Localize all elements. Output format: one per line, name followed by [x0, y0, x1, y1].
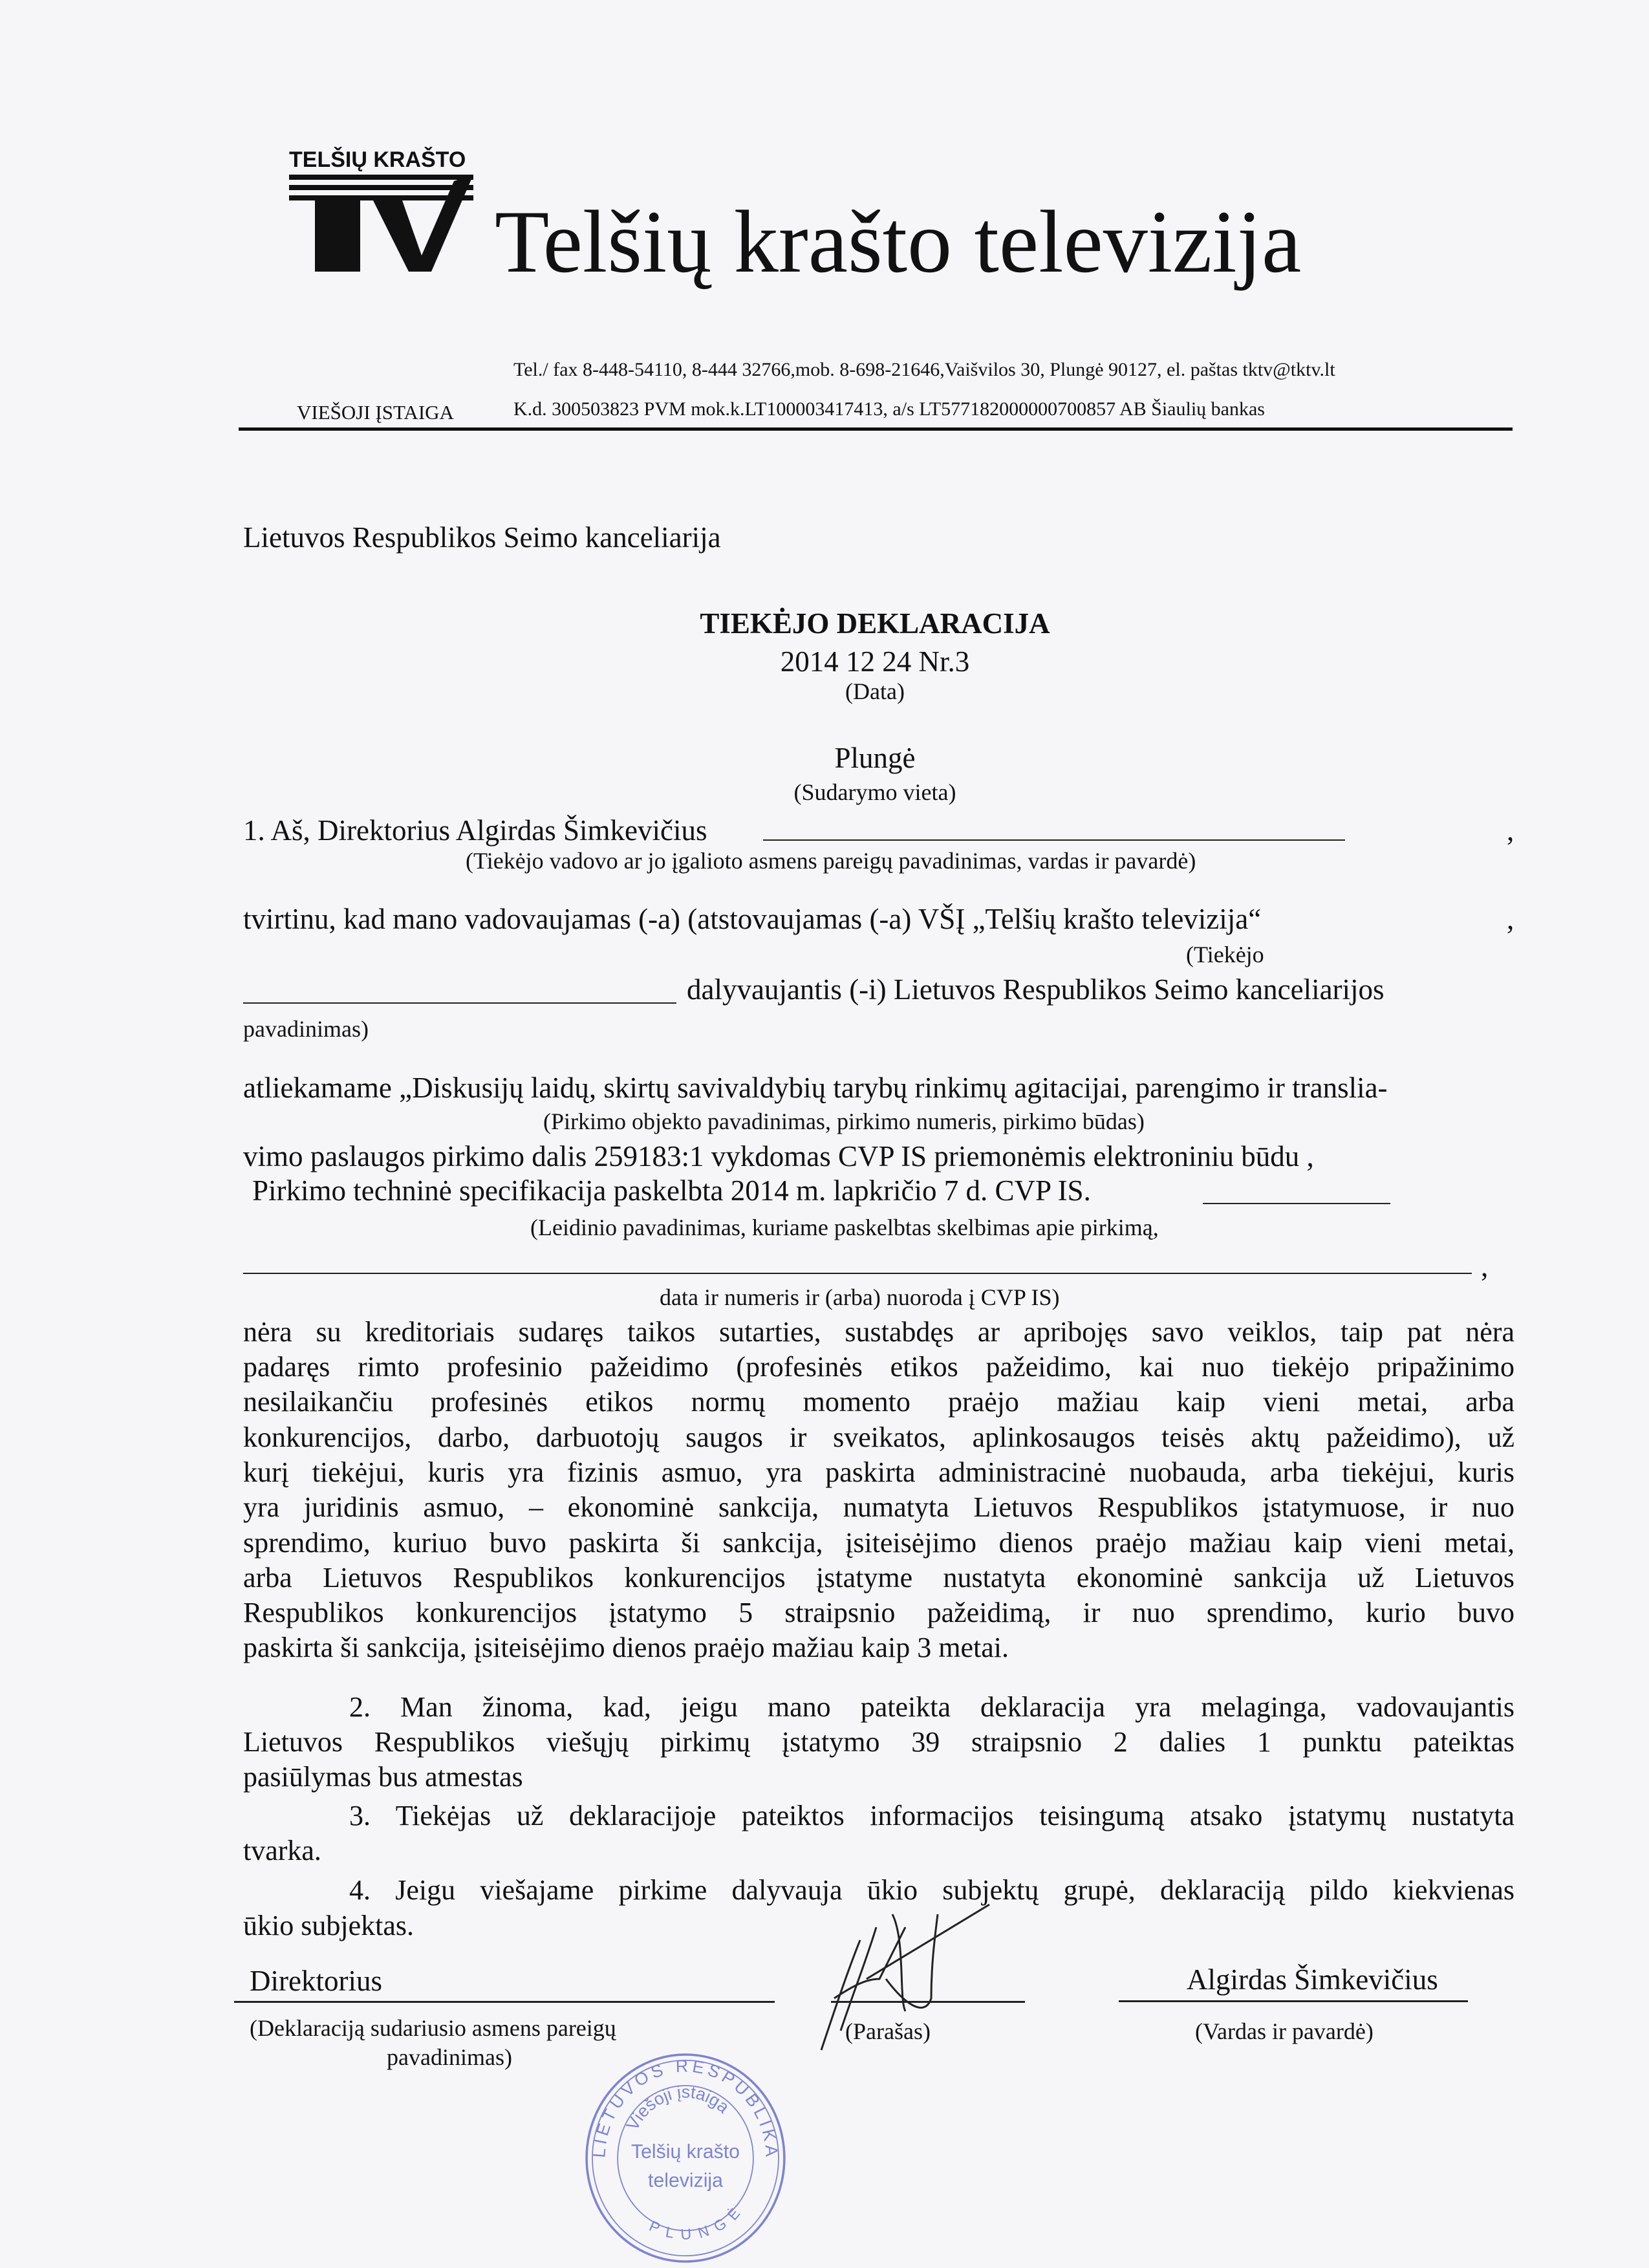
supplier-hint: (Tiekėjo — [1186, 942, 1264, 967]
name-hint: (Vardas ir pavardė) — [1195, 2018, 1374, 2044]
procurement-line: atliekamame „Diskusijų laidų, skirtų savivaldybių tarybų rinkimų agitacijai, parengimo ir translia- — [243, 1072, 1388, 1104]
name-line — [1119, 2000, 1468, 2002]
body-line: 3. Tiekėjas už deklaracijoje pateiktos informacijos teisingumą atsako įstatymų nustatyta — [349, 1800, 1514, 1831]
tv-logo-icon — [289, 175, 477, 272]
doc-date: 2014 12 24 Nr.3 — [780, 645, 970, 678]
signature-hint: (Parašas) — [845, 2018, 931, 2044]
comma: , — [1507, 903, 1514, 935]
body-line: nesilaikančiu profesinės etikos normų momento praėjo mažiau kaip vieni metai, arba — [243, 1386, 1514, 1418]
recipient: Lietuvos Respublikos Seimo kanceliarija — [243, 521, 721, 554]
stamp-center-1: Telšių krašto — [631, 2141, 740, 2163]
body-line: Lietuvos Respublikos viešųjų pirkimų įstatymo 39 straipsnio 2 dalies 1 punktu pateiktas — [243, 1726, 1514, 1758]
doc-title: TIEKĖJO DEKLARACIJA — [700, 607, 1050, 640]
place-hint: (Sudarymo vieta) — [793, 779, 956, 805]
position-line — [234, 2001, 775, 2003]
signer-name: Algirdas Šimkevičius — [1187, 1963, 1438, 1996]
participation-line: dalyvaujantis (-i) Lietuvos Respublikos Seimo kanceliarijos — [687, 973, 1385, 1006]
body-line: sprendimo, kuriuo buvo paskirta ši sankcija, įsiteisėjimo dienos praėjo mažiau kaip vieni metai, — [243, 1527, 1514, 1559]
handwritten-signature — [795, 1901, 1009, 2057]
publication-line: Pirkimo techninė specifikacija paskelbta 2014 m. lapkričio 7 d. CVP IS. — [252, 1174, 1091, 1207]
underline — [1203, 1203, 1390, 1204]
date-hint: (Data) — [845, 678, 905, 704]
body-line: konkurencijos, darbo, darbuotojų saugos ir sveikatos, aplinkosaugos teisės aktų pažeidimo), už — [243, 1421, 1514, 1453]
company-title: Telšių krašto televizija — [495, 192, 1302, 291]
supplier-hint-2: pavadinimas) — [243, 1016, 369, 1042]
signer-position: Direktorius — [250, 1965, 382, 1997]
underline — [243, 1002, 676, 1004]
body-line: 4. Jeigu viešajame pirkime dalyvauja ūkio subjektų grupė, deklaraciją pildo kiekvienas — [349, 1874, 1514, 1906]
contact-line: Tel./ fax 8-448-54110, 8-444 32766,mob. 8-698-21646,Vaišvilos 30, Plungė 90127, el. paštas tktv@tktv.lt — [513, 359, 1335, 380]
declarant-line: 1. Aš, Direktorius Algirdas Šimkevičius — [243, 814, 707, 847]
doc-place: Plungė — [834, 742, 916, 774]
official-stamp — [582, 2051, 789, 2265]
procurement-hint: (Pirkimo objekto pavadinimas, pirkimo numeris, pirkimo būdas) — [543, 1108, 1145, 1134]
body-line: pasiūlymas bus atmestas — [243, 1761, 523, 1793]
stamp-bottom-text: PLUNGĖ — [647, 2198, 749, 2243]
body-line: tvarka. — [243, 1835, 321, 1866]
org-type: VIEŠOJI ĮSTAIGA — [297, 401, 454, 424]
logo-small-text: TELŠIŲ KRAŠTO — [289, 147, 466, 172]
position-hint: (Deklaraciją sudariusio asmens pareigų — [250, 2015, 616, 2041]
procurement-line-2: vimo paslaugos pirkimo dalis 259183:1 vykdomas CVP IS priemonėmis elektroniniu būdu , — [243, 1140, 1314, 1172]
supplier-line: tvirtinu, kad mano vadovaujamas (-a) (atstovaujamas (-a) VŠĮ „Telšių krašto televizija“ — [243, 903, 1262, 935]
body-line: kurį tiekėjui, kuris yra fizinis asmuo, yra paskirta administracinė nuobauda, arba tiekėjui, kuris — [243, 1456, 1514, 1488]
body-line: padaręs rimto profesinio pažeidimo (profesinės etikos pažeidimo, kai nuo tiekėjo pripažinimo — [243, 1351, 1514, 1383]
publication-hint: (Leidinio pavadinimas, kuriame paskelbtas skelbimas apie pirkimą, — [530, 1215, 1159, 1240]
body-line: nėra su kreditoriais sudaręs taikos sutarties, sustabdęs ar apribojęs savo veiklos, taip pat nėra — [243, 1316, 1514, 1348]
stamp-center-2: televizija — [648, 2170, 723, 2192]
svg-text:PLUNGĖ — [647, 2199, 748, 2243]
underline — [243, 1273, 1472, 1274]
body-line: arba Lietuvos Respublikos konkurencijos įstatyme nustatyta ekonominė sankcija už Lietuvos — [243, 1562, 1514, 1593]
comma: , — [1481, 1250, 1489, 1282]
underline — [763, 839, 1345, 841]
body-line: 2. Man žinoma, kad, jeigu mano pateikta deklaracija yra melaginga, vadovaujantis — [349, 1691, 1514, 1723]
body-line: paskirta ši sankcija, įsiteisėjimo dienos praėjo mažiau kaip 3 metai. — [243, 1632, 1009, 1663]
position-hint-2: pavadinimas) — [387, 2044, 512, 2070]
body-line: ūkio subjektas. — [243, 1910, 414, 1941]
body-line: yra juridinis asmuo, – ekonominė sankcija, numatyta Lietuvos Respublikos įstatymuose, ir nuo — [243, 1491, 1514, 1523]
header-rule — [239, 427, 1513, 431]
body-line: Respublikos konkurencijos įstatymo 5 straipsnio pažeidimą, ir nuo sprendimo, kurio buvo — [243, 1597, 1514, 1628]
company-codes: K.d. 300503823 PVM mok.k.LT100003417413, a/s LT577182000000700857 AB Šiaulių bankas — [513, 398, 1265, 420]
stamp-inner-text: Viešoji įstaiga — [622, 2082, 733, 2133]
comma: , — [1507, 814, 1514, 847]
stamp-outer-text: LIETUVOS RESPUBLIKA — [589, 2056, 782, 2161]
declarant-hint: (Tiekėjo vadovo ar jo įgalioto asmens pareigų pavadinimas, vardas ir pavardė) — [466, 848, 1196, 874]
publication-hint-2: data ir numeris ir (arba) nuoroda į CVP IS) — [660, 1284, 1060, 1310]
